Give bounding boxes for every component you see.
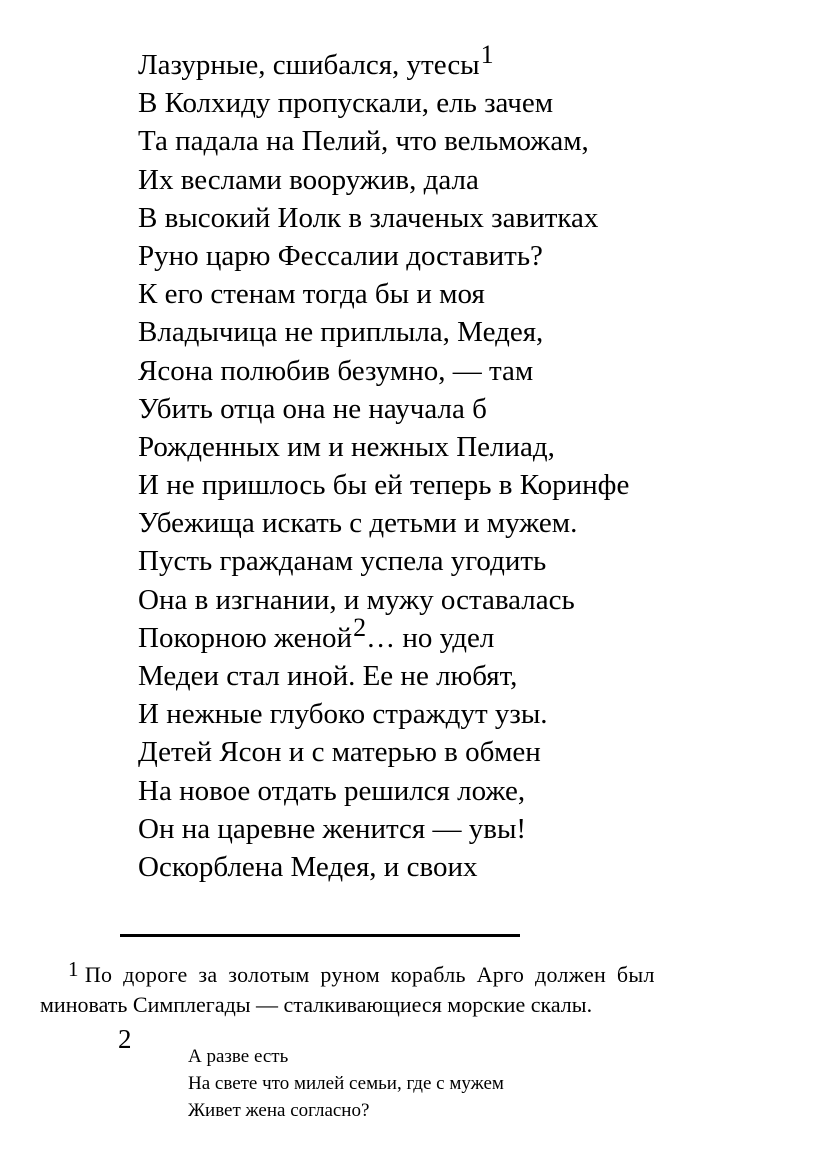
poem-line: В высокий Иолк в злаченых завитках [138,201,599,234]
footnote-1-text: По дороге за золотым руном корабль Арго должен был [84,962,655,987]
footnote-1-line-2: миновать Симплегады — сталкивающиеся морские скалы. [40,992,593,1017]
poem-line [138,40,798,84]
poem-line: Та падала на Пелий, что вельможам, [138,125,589,158]
poem-line: В Колхиду пропускали, ель зачем [138,87,554,120]
footnote-2-line: А разве есть [188,1046,289,1067]
footnote-1-line-1 [40,957,800,990]
footnote-2-line: На свете что милей семьи, где с мужем [188,1073,504,1094]
poem-line: Он на царевне женится — увы! [138,812,527,845]
poem-line: Детей Ясон и с матерью в обмен [138,736,541,769]
poem-line: Она в изгнании, и мужу оставалась [138,583,575,616]
poem-line: Убить отца она не научала б [138,392,487,425]
poem-line: Оскорблена Медея, и своих [138,850,478,883]
poem-line: На новое отдать решился ложе, [138,774,526,807]
poem-line: Их веслами вооружив, дала [138,163,479,196]
poem-line: И не пришлось бы ей теперь в Коринфе [138,469,630,502]
poem-line-text: Лазурные, сшибался, утесы [138,49,480,81]
poem-line: Рожденных им и нежных Пелиад, [138,430,555,463]
poem-line: Руно царю Фессалии доставить? [138,239,543,272]
poem-line: К его стенам тогда бы и моя [138,278,485,311]
footnote-2-quote [188,1043,504,1124]
footnote-2-line: Живет жена согласно? [188,1100,370,1121]
poem-line: Владычица не приплыла, Медея, [138,316,544,349]
poem-line: Медеи стал иной. Ее не любят, [138,660,518,692]
poem-text [138,40,798,886]
poem-line-tail: … но удел [366,621,495,654]
poem-line [138,612,798,657]
poem-line: И нежные глубоко страждут узы. [138,698,548,731]
footnote-1 [40,957,800,1020]
poem-line: Ясона полюбив безумно, — там [138,354,534,387]
poem-line: Убежища искать с детьми и мужем. [138,507,578,540]
footnote-marker-1: 1 [480,40,494,69]
footnote-separator [120,934,520,937]
footnote-marker-2: 2 [353,612,367,642]
footnote-1-number: 1 [68,957,79,981]
poem-line-text: Покорною женой [138,621,353,654]
footnote-2-number: 2 [118,1024,132,1054]
poem-line: Пусть гражданам успела угодить [138,545,547,578]
